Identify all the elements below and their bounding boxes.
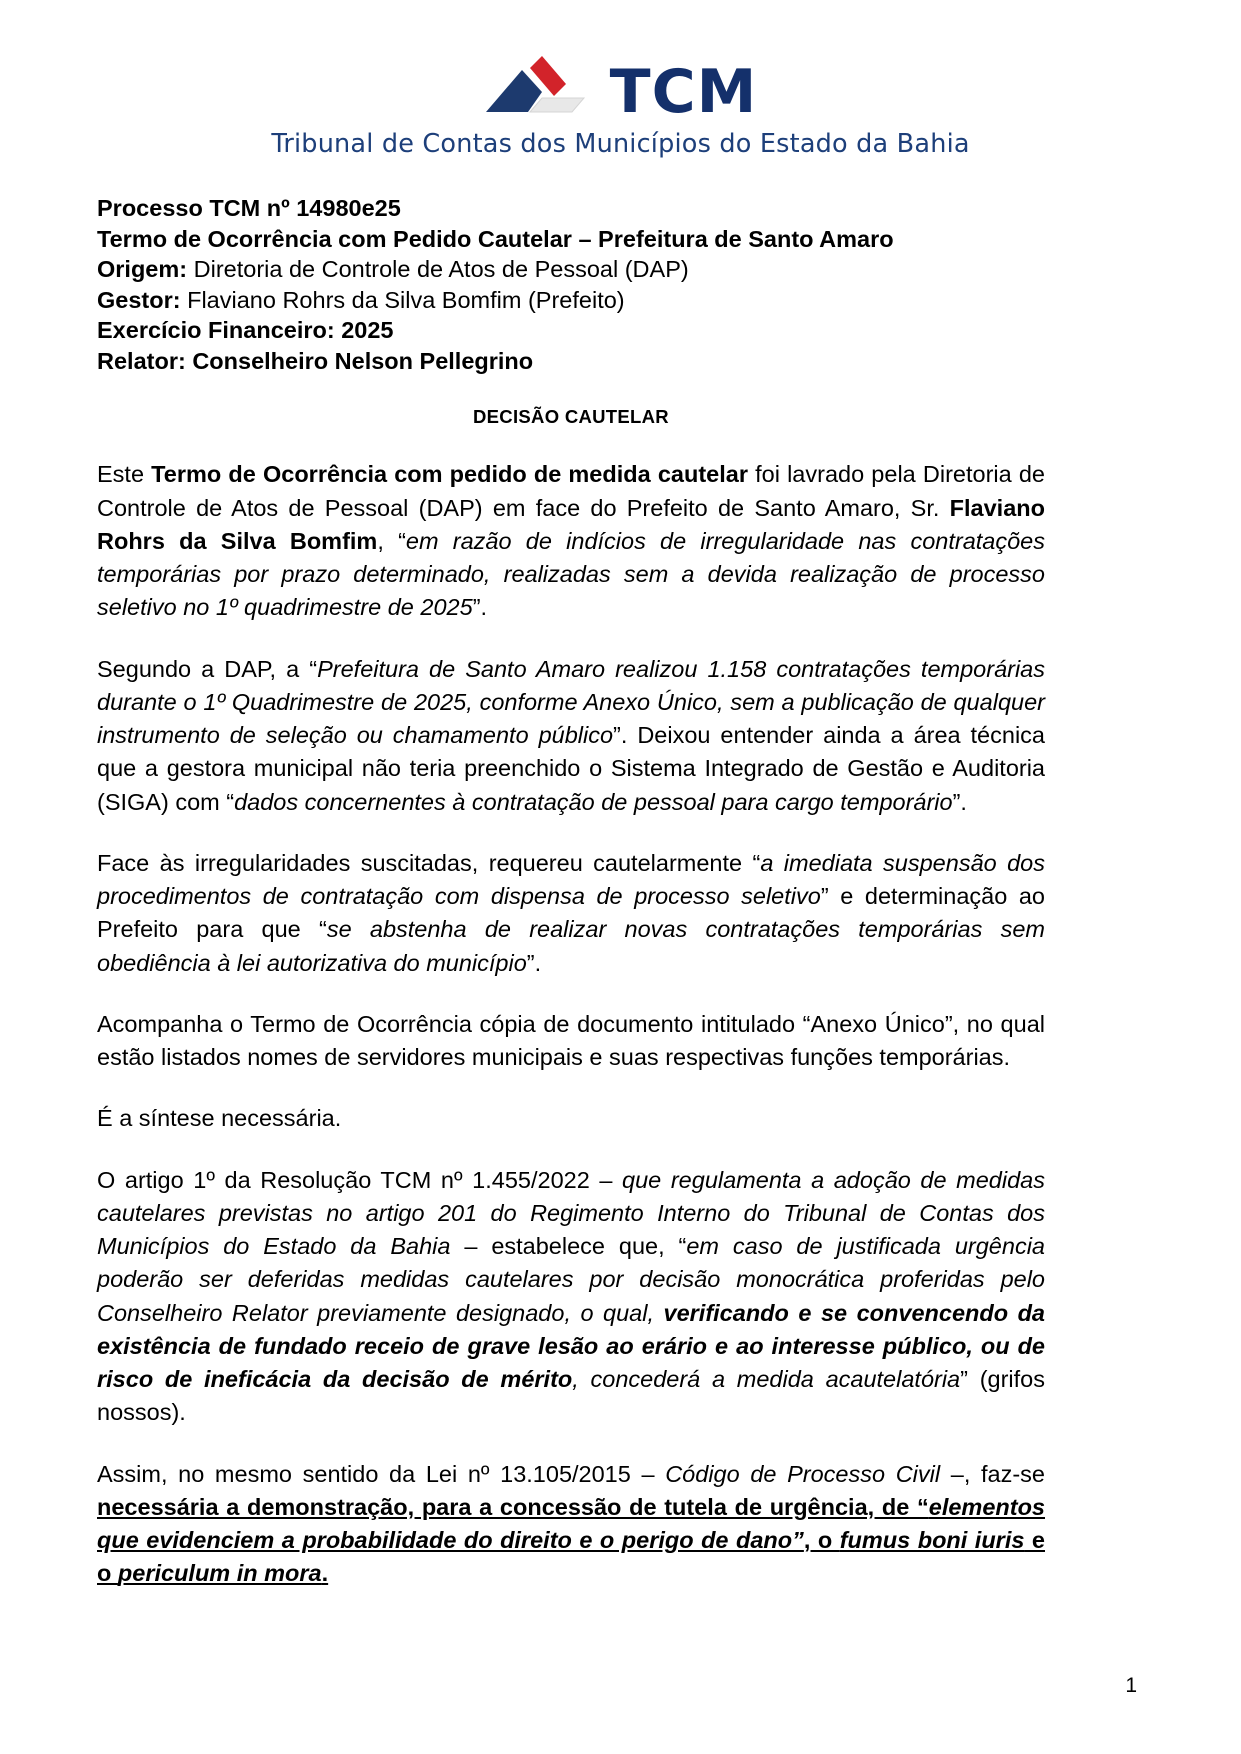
manager-value: Flaviano Rohrs da Silva Bomfim (Prefeito)	[180, 286, 625, 313]
paragraph-4	[97, 980, 1045, 1075]
process-subject-label: Termo de Ocorrência com Pedido Cautelar – Prefeitura de Santo Amaro	[97, 225, 894, 252]
p3-seg-c: ” e determinação ao Prefeito para que “	[97, 883, 1046, 943]
document-body	[97, 193, 1045, 1591]
rapporteur-label: Relator: Conselheiro Nelson Pellegrino	[97, 347, 534, 374]
tcm-emblem-icon	[484, 52, 602, 118]
p7-seg-h-bold-underline: e o	[97, 1527, 1045, 1587]
p6-seg-c: – estabelece que, “	[450, 1233, 687, 1260]
p6-seg-d-italic: em caso de justificada urgência poderão ser deferidas medidas cautelares por decisão monocrática proferidas pelo Conselheiro Relator previamente designado, o qual,	[97, 1233, 1045, 1326]
p1-seg-a: Este	[97, 461, 152, 488]
p6-seg-e-bolditalic: verificando e se convencendo da existência de fundado receio de grave lesão ao erário e ao interesse público, ou de risco de ineficácia da decisão de mérito	[97, 1299, 1046, 1393]
decision-title: DECISÃO CAUTELAR	[473, 406, 669, 428]
p2-seg-d-italic: dados concernentes à contratação de pessoal para cargo temporário	[234, 788, 953, 815]
fiscal-year-line	[97, 315, 1045, 346]
p1-seg-g: ”.	[472, 594, 488, 621]
p2-seg-b-italic: Prefeitura de Santo Amaro realizou 1.158 contratações temporárias durante o 1º Quadrimestre de 2025, conforme Anexo Único, sem a publicação de qualquer instrumento de seleção ou chamamento público	[97, 655, 1045, 749]
p6-seg-g: ” (grifos nossos).	[97, 1366, 1045, 1426]
p7-seg-b-italic: Código de Processo Civil	[665, 1460, 941, 1487]
paragraph-5	[97, 1074, 1045, 1135]
p2-seg-a: Segundo a DAP, a “	[97, 655, 318, 682]
p3-seg-a: Face às irregularidades suscitadas, requereu cautelarmente “	[97, 849, 761, 876]
p6-seg-b-italic: que regulamenta a adoção de medidas cautelares previstas no artigo 201 do Regimento Interno do Tribunal de Contas dos Municípios do Estado da Bahia	[97, 1166, 1045, 1260]
p1-seg-b-bold: Termo de Ocorrência com pedido de medida cautelar	[151, 461, 748, 488]
p3-seg-b-italic: a imediata suspensão dos procedimentos de contratação com dispensa de processo seletivo	[97, 849, 1045, 910]
p1-seg-c: foi lavrado pela Diretoria de Controle de Atos de Pessoal (DAP) em face do Prefeito de Santo Amaro, Sr.	[97, 461, 1045, 521]
p4-seg-a: Acompanha o Termo de Ocorrência cópia de documento intitulado “Anexo Único”, no qual estão listados nomes de servidores municipais e suas respectivas funções temporárias.	[97, 1010, 1045, 1071]
p6-seg-f-italic: , concederá a medida acautelatória	[572, 1366, 961, 1393]
p7-seg-d-bold-underline: necessária a demonstração, para a concessão de tutela de urgência, de “	[97, 1493, 929, 1520]
page-number: 1	[1125, 1674, 1137, 1697]
logo-mark-row	[484, 52, 758, 127]
p2-seg-c: ”. Deixou entender ainda a área técnica que a gestora municipal não teria preenchido o Sistema Integrado de Gestão e Auditoria (SIGA) com “	[97, 722, 1045, 815]
tcm-logo-header	[0, 52, 1241, 159]
origin-value: Diretoria de Controle de Atos de Pessoal (DAP)	[187, 256, 689, 283]
logo-subtitle: Tribunal de Contas dos Municípios do Estado da Bahia	[271, 129, 970, 159]
paragraph-3	[97, 819, 1045, 980]
origin-line	[97, 254, 1045, 285]
p1-seg-d-bold: Flaviano Rohrs da Silva Bomfim	[97, 494, 1045, 554]
process-number-label: Processo TCM nº 14980e25	[97, 195, 401, 221]
p3-seg-e: ”.	[526, 949, 542, 976]
paragraph-2	[97, 625, 1045, 819]
p1-seg-e: , “	[377, 527, 406, 554]
logo-wordmark: TCM	[609, 56, 758, 127]
p6-seg-a: O artigo 1º da Resolução TCM nº 1.455/2022 –	[97, 1166, 623, 1193]
origin-label: Origem:	[97, 256, 188, 283]
manager-label: Gestor:	[97, 286, 181, 313]
p1-seg-f-italic: em razão de indícios de irregularidade nas contratações temporárias por prazo determinado, realizadas sem a devida realização de processo seletivo no 1º quadrimestre de 2025	[97, 527, 1046, 621]
p5-seg-a: É a síntese necessária.	[97, 1105, 342, 1132]
process-subject-line	[97, 224, 1045, 255]
rapporteur-line	[97, 346, 1045, 377]
p7-seg-f-bold-underline: , o	[803, 1527, 840, 1554]
p3-seg-d-italic: se abstenha de realizar novas contratações temporárias sem obediência à lei autorizativa do município	[97, 916, 1045, 976]
p7-seg-c: –, faz-se	[940, 1460, 1045, 1487]
p2-seg-e: ”.	[952, 788, 967, 815]
paragraph-1	[97, 430, 1045, 624]
process-header-block	[97, 193, 1045, 376]
paragraph-7	[97, 1430, 1045, 1591]
manager-line	[97, 285, 1045, 316]
paragraph-6	[97, 1136, 1045, 1430]
fiscal-year-label: Exercício Financeiro: 2025	[97, 317, 394, 344]
p7-seg-g-bolditalic-underline: fumus boni iuris	[839, 1527, 1025, 1554]
p7-seg-a: Assim, no mesmo sentido da Lei nº 13.105/2015 –	[97, 1460, 666, 1487]
p7-seg-i-bolditalic-underline: periculum in mora	[117, 1560, 322, 1587]
p7-seg-j-bold-underline: .	[321, 1560, 329, 1587]
process-number-line	[97, 193, 1045, 224]
p7-seg-e-bolditalic-underline: elementos que evidenciem a probabilidade do direito e o perigo de dano”	[97, 1493, 1045, 1554]
